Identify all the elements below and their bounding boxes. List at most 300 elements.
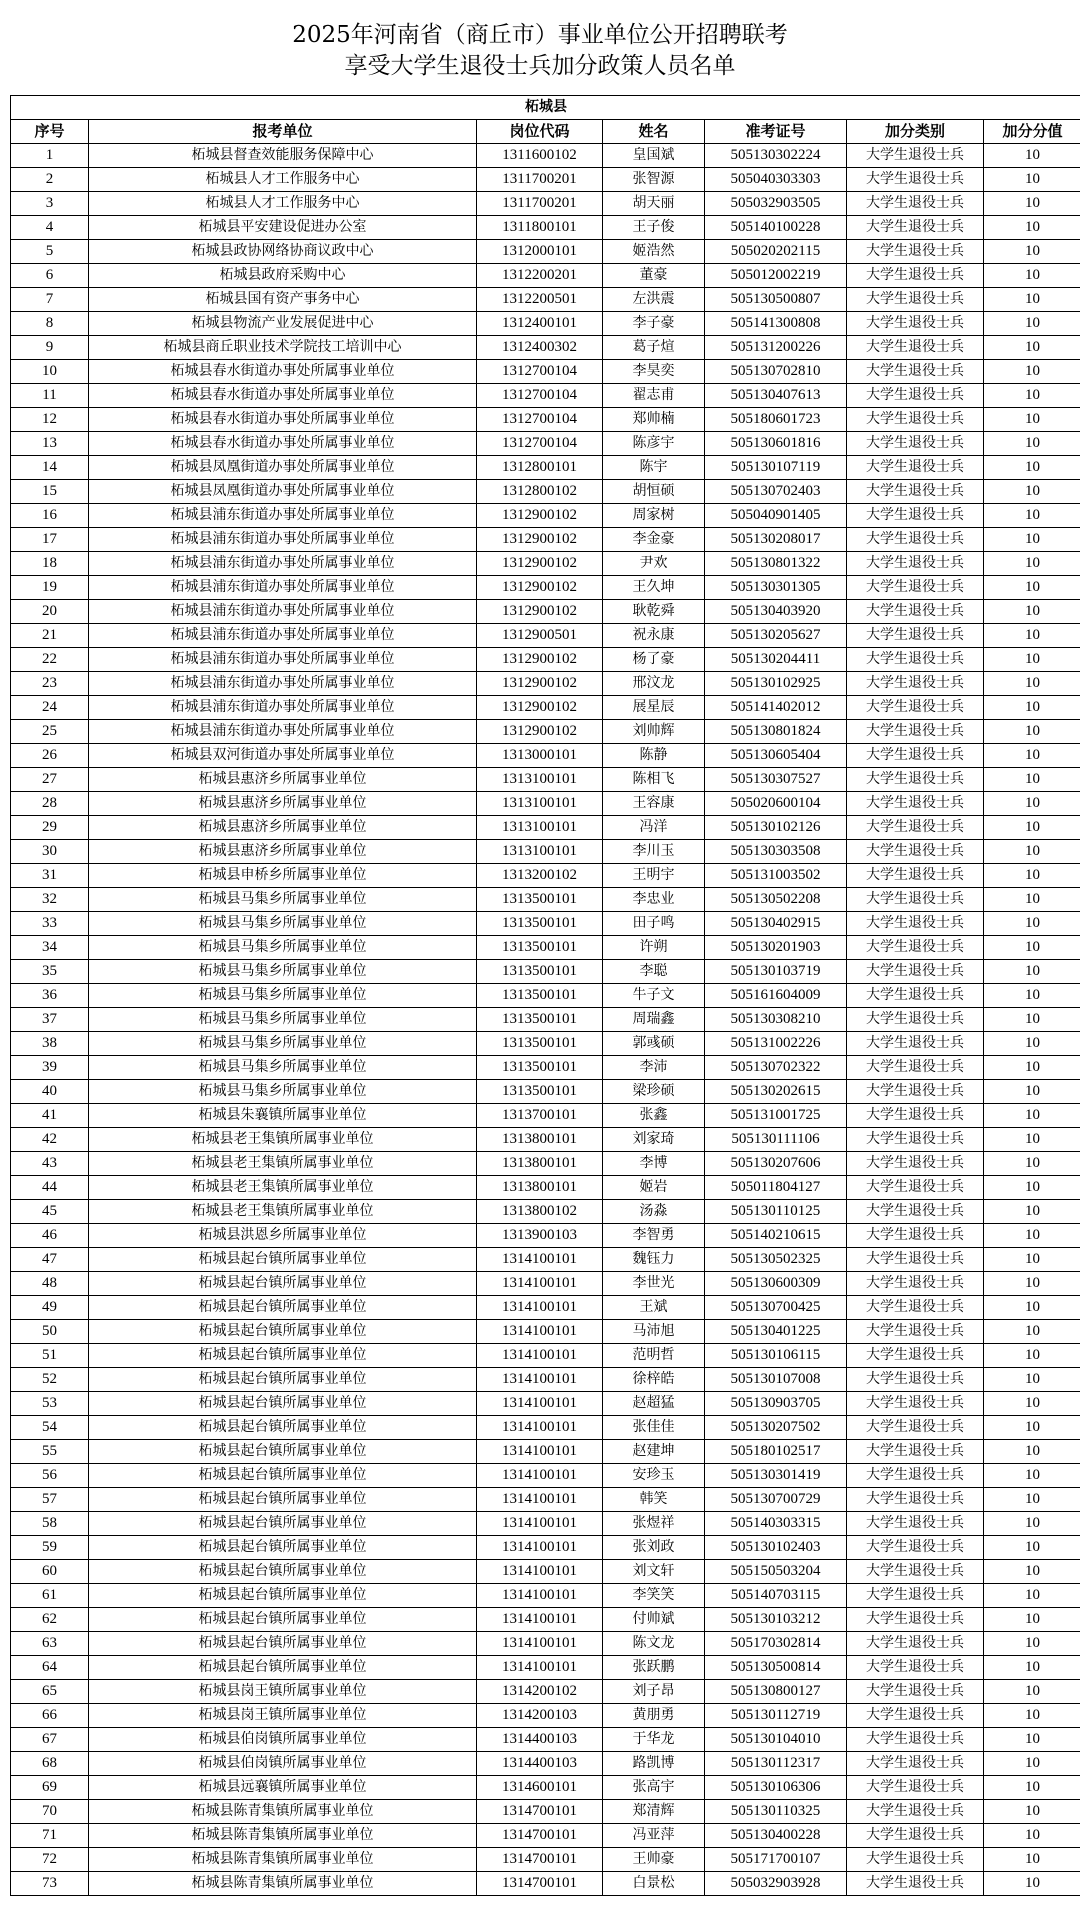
cell-seq: 28 <box>11 792 89 816</box>
cell-bonus-type: 大学生退役士兵 <box>847 1464 984 1488</box>
cell-bonus-value: 10 <box>984 288 1080 312</box>
cell-ticket-no: 505130407613 <box>705 384 847 408</box>
cell-bonus-value: 10 <box>984 1368 1080 1392</box>
cell-seq: 52 <box>11 1368 89 1392</box>
cell-post-code: 1314100101 <box>477 1488 603 1512</box>
cell-ticket-no: 505131001725 <box>705 1104 847 1128</box>
cell-post-code: 1314100101 <box>477 1320 603 1344</box>
cell-bonus-type: 大学生退役士兵 <box>847 1632 984 1656</box>
table-row <box>11 1248 1080 1272</box>
cell-post-code: 1313500101 <box>477 1080 603 1104</box>
cell-bonus-value: 10 <box>984 1608 1080 1632</box>
cell-bonus-type: 大学生退役士兵 <box>847 792 984 816</box>
header-ticket-no: 准考证号 <box>705 120 847 144</box>
cell-seq: 9 <box>11 336 89 360</box>
cell-bonus-value: 10 <box>984 840 1080 864</box>
cell-ticket-no: 505170302814 <box>705 1632 847 1656</box>
cell-name: 张鑫 <box>603 1104 705 1128</box>
cell-bonus-type: 大学生退役士兵 <box>847 1512 984 1536</box>
cell-bonus-type: 大学生退役士兵 <box>847 960 984 984</box>
cell-name: 徐梓皓 <box>603 1368 705 1392</box>
cell-bonus-type: 大学生退役士兵 <box>847 1488 984 1512</box>
cell-bonus-value: 10 <box>984 1656 1080 1680</box>
cell-post-code: 1313800101 <box>477 1128 603 1152</box>
cell-ticket-no: 505140210615 <box>705 1224 847 1248</box>
cell-post-code: 1312700104 <box>477 408 603 432</box>
cell-name: 周家树 <box>603 504 705 528</box>
cell-ticket-no: 505032903928 <box>705 1872 847 1896</box>
cell-seq: 47 <box>11 1248 89 1272</box>
cell-seq: 21 <box>11 624 89 648</box>
cell-name: 于华龙 <box>603 1728 705 1752</box>
table-row <box>11 1800 1080 1824</box>
table-row <box>11 1488 1080 1512</box>
cell-bonus-value: 10 <box>984 1752 1080 1776</box>
cell-post-code: 1312200501 <box>477 288 603 312</box>
cell-name: 梁珍硕 <box>603 1080 705 1104</box>
cell-unit: 柘城县马集乡所属事业单位 <box>89 1008 477 1032</box>
cell-ticket-no: 505140100228 <box>705 216 847 240</box>
cell-post-code: 1314100101 <box>477 1608 603 1632</box>
cell-seq: 58 <box>11 1512 89 1536</box>
cell-bonus-type: 大学生退役士兵 <box>847 840 984 864</box>
cell-seq: 1 <box>11 144 89 168</box>
cell-unit: 柘城县浦东街道办事处所属事业单位 <box>89 528 477 552</box>
cell-bonus-value: 10 <box>984 1128 1080 1152</box>
cell-unit: 柘城县起台镇所属事业单位 <box>89 1320 477 1344</box>
cell-seq: 40 <box>11 1080 89 1104</box>
cell-name: 张佳佳 <box>603 1416 705 1440</box>
cell-bonus-type: 大学生退役士兵 <box>847 1776 984 1800</box>
cell-name: 耿乾舜 <box>603 600 705 624</box>
cell-post-code: 1312000101 <box>477 240 603 264</box>
cell-name: 韩笑 <box>603 1488 705 1512</box>
cell-bonus-type: 大学生退役士兵 <box>847 1368 984 1392</box>
table-row <box>11 960 1080 984</box>
cell-bonus-type: 大学生退役士兵 <box>847 384 984 408</box>
cell-bonus-value: 10 <box>984 672 1080 696</box>
cell-unit: 柘城县陈青集镇所属事业单位 <box>89 1848 477 1872</box>
cell-bonus-type: 大学生退役士兵 <box>847 1200 984 1224</box>
cell-bonus-value: 10 <box>984 456 1080 480</box>
cell-ticket-no: 505130301419 <box>705 1464 847 1488</box>
cell-seq: 35 <box>11 960 89 984</box>
cell-post-code: 1314200102 <box>477 1680 603 1704</box>
cell-seq: 39 <box>11 1056 89 1080</box>
title-line-2: 享受大学生退役士兵加分政策人员名单 <box>344 53 736 79</box>
cell-post-code: 1314100101 <box>477 1440 603 1464</box>
table-row <box>11 1224 1080 1248</box>
cell-unit: 柘城县起台镇所属事业单位 <box>89 1488 477 1512</box>
cell-unit: 柘城县起台镇所属事业单位 <box>89 1368 477 1392</box>
cell-unit: 柘城县朱襄镇所属事业单位 <box>89 1104 477 1128</box>
cell-seq: 68 <box>11 1752 89 1776</box>
cell-post-code: 1312800102 <box>477 480 603 504</box>
cell-seq: 31 <box>11 864 89 888</box>
cell-ticket-no: 505130207606 <box>705 1152 847 1176</box>
cell-bonus-type: 大学生退役士兵 <box>847 1248 984 1272</box>
cell-bonus-value: 10 <box>984 504 1080 528</box>
cell-name: 冯洋 <box>603 816 705 840</box>
cell-bonus-value: 10 <box>984 888 1080 912</box>
cell-post-code: 1313900103 <box>477 1224 603 1248</box>
cell-bonus-value: 10 <box>984 1848 1080 1872</box>
cell-unit: 柘城县凤凰街道办事处所属事业单位 <box>89 480 477 504</box>
cell-seq: 61 <box>11 1584 89 1608</box>
cell-name: 赵建坤 <box>603 1440 705 1464</box>
cell-seq: 18 <box>11 552 89 576</box>
cell-unit: 柘城县起台镇所属事业单位 <box>89 1560 477 1584</box>
table-row <box>11 1872 1080 1896</box>
cell-ticket-no: 505131002226 <box>705 1032 847 1056</box>
table-row <box>11 720 1080 744</box>
cell-post-code: 1313500101 <box>477 1032 603 1056</box>
cell-name: 翟志甫 <box>603 384 705 408</box>
cell-bonus-type: 大学生退役士兵 <box>847 1344 984 1368</box>
cell-name: 姬岩 <box>603 1176 705 1200</box>
cell-name: 王明宇 <box>603 864 705 888</box>
cell-name: 刘子昂 <box>603 1680 705 1704</box>
cell-seq: 48 <box>11 1272 89 1296</box>
cell-post-code: 1313500101 <box>477 1056 603 1080</box>
cell-ticket-no: 505130110325 <box>705 1800 847 1824</box>
table-row <box>11 1128 1080 1152</box>
cell-post-code: 1312900102 <box>477 504 603 528</box>
cell-unit: 柘城县马集乡所属事业单位 <box>89 960 477 984</box>
cell-unit: 柘城县物流产业发展促进中心 <box>89 312 477 336</box>
cell-ticket-no: 505180601723 <box>705 408 847 432</box>
cell-name: 李聪 <box>603 960 705 984</box>
cell-bonus-type: 大学生退役士兵 <box>847 1152 984 1176</box>
cell-post-code: 1312700104 <box>477 384 603 408</box>
cell-bonus-type: 大学生退役士兵 <box>847 600 984 624</box>
cell-ticket-no: 505130204411 <box>705 648 847 672</box>
cell-bonus-type: 大学生退役士兵 <box>847 264 984 288</box>
cell-bonus-value: 10 <box>984 1584 1080 1608</box>
table-row <box>11 264 1080 288</box>
cell-seq: 17 <box>11 528 89 552</box>
cell-bonus-value: 10 <box>984 360 1080 384</box>
cell-post-code: 1312900102 <box>477 576 603 600</box>
cell-seq: 22 <box>11 648 89 672</box>
cell-bonus-type: 大学生退役士兵 <box>847 1056 984 1080</box>
cell-post-code: 1314100101 <box>477 1296 603 1320</box>
cell-bonus-value: 10 <box>984 432 1080 456</box>
cell-seq: 64 <box>11 1656 89 1680</box>
cell-bonus-value: 10 <box>984 1440 1080 1464</box>
cell-bonus-type: 大学生退役士兵 <box>847 1584 984 1608</box>
table-row <box>11 432 1080 456</box>
cell-unit: 柘城县国有资产事务中心 <box>89 288 477 312</box>
table-row <box>11 576 1080 600</box>
cell-name: 张煜祥 <box>603 1512 705 1536</box>
cell-unit: 柘城县陈青集镇所属事业单位 <box>89 1824 477 1848</box>
cell-ticket-no: 505130308210 <box>705 1008 847 1032</box>
cell-ticket-no: 505130502325 <box>705 1248 847 1272</box>
cell-post-code: 1313500101 <box>477 960 603 984</box>
cell-name: 皇国斌 <box>603 144 705 168</box>
cell-post-code: 1312400101 <box>477 312 603 336</box>
cell-ticket-no: 505011804127 <box>705 1176 847 1200</box>
cell-name: 李子豪 <box>603 312 705 336</box>
cell-name: 许朔 <box>603 936 705 960</box>
cell-seq: 26 <box>11 744 89 768</box>
cell-bonus-value: 10 <box>984 1248 1080 1272</box>
cell-bonus-value: 10 <box>984 864 1080 888</box>
cell-name: 左洪震 <box>603 288 705 312</box>
cell-unit: 柘城县督查效能服务保障中心 <box>89 144 477 168</box>
cell-post-code: 1311600102 <box>477 144 603 168</box>
table-row <box>11 1176 1080 1200</box>
cell-ticket-no: 505150503204 <box>705 1560 847 1584</box>
cell-post-code: 1312900102 <box>477 528 603 552</box>
cell-post-code: 1314700101 <box>477 1800 603 1824</box>
cell-ticket-no: 505130401225 <box>705 1320 847 1344</box>
cell-ticket-no: 505130307527 <box>705 768 847 792</box>
cell-bonus-value: 10 <box>984 480 1080 504</box>
cell-bonus-value: 10 <box>984 408 1080 432</box>
cell-bonus-value: 10 <box>984 240 1080 264</box>
table-row <box>11 1344 1080 1368</box>
cell-seq: 54 <box>11 1416 89 1440</box>
table-row <box>11 1464 1080 1488</box>
cell-post-code: 1314400103 <box>477 1728 603 1752</box>
cell-post-code: 1314400103 <box>477 1752 603 1776</box>
cell-unit: 柘城县起台镇所属事业单位 <box>89 1440 477 1464</box>
cell-unit: 柘城县凤凰街道办事处所属事业单位 <box>89 456 477 480</box>
header-unit: 报考单位 <box>89 120 477 144</box>
cell-bonus-value: 10 <box>984 1512 1080 1536</box>
cell-name: 尹欢 <box>603 552 705 576</box>
table-row <box>11 552 1080 576</box>
cell-bonus-type: 大学生退役士兵 <box>847 336 984 360</box>
cell-post-code: 1313100101 <box>477 816 603 840</box>
cell-name: 张高宇 <box>603 1776 705 1800</box>
table-row <box>11 1320 1080 1344</box>
cell-ticket-no: 505130801322 <box>705 552 847 576</box>
cell-bonus-type: 大学生退役士兵 <box>847 1416 984 1440</box>
cell-post-code: 1312400302 <box>477 336 603 360</box>
cell-name: 陈宇 <box>603 456 705 480</box>
cell-seq: 12 <box>11 408 89 432</box>
cell-bonus-value: 10 <box>984 1776 1080 1800</box>
cell-seq: 13 <box>11 432 89 456</box>
table-row <box>11 1080 1080 1104</box>
cell-name: 刘文轩 <box>603 1560 705 1584</box>
cell-name: 安珍玉 <box>603 1464 705 1488</box>
cell-name: 路凯博 <box>603 1752 705 1776</box>
cell-bonus-value: 10 <box>984 1872 1080 1896</box>
cell-seq: 4 <box>11 216 89 240</box>
cell-name: 张跃鹏 <box>603 1656 705 1680</box>
cell-unit: 柘城县申桥乡所属事业单位 <box>89 864 477 888</box>
cell-name: 张智源 <box>603 168 705 192</box>
table-row <box>11 936 1080 960</box>
cell-seq: 70 <box>11 1800 89 1824</box>
cell-seq: 45 <box>11 1200 89 1224</box>
table-row <box>11 336 1080 360</box>
cell-bonus-type: 大学生退役士兵 <box>847 192 984 216</box>
cell-post-code: 1313100101 <box>477 768 603 792</box>
cell-ticket-no: 505130302224 <box>705 144 847 168</box>
cell-bonus-type: 大学生退役士兵 <box>847 1272 984 1296</box>
table-row <box>11 1632 1080 1656</box>
cell-name: 张刘政 <box>603 1536 705 1560</box>
cell-name: 杨了豪 <box>603 648 705 672</box>
cell-ticket-no: 505130702322 <box>705 1056 847 1080</box>
cell-bonus-value: 10 <box>984 1536 1080 1560</box>
table-row <box>11 1056 1080 1080</box>
cell-unit: 柘城县马集乡所属事业单位 <box>89 1080 477 1104</box>
cell-name: 黄朋勇 <box>603 1704 705 1728</box>
cell-bonus-value: 10 <box>984 768 1080 792</box>
cell-name: 王子俊 <box>603 216 705 240</box>
cell-bonus-value: 10 <box>984 1320 1080 1344</box>
cell-bonus-type: 大学生退役士兵 <box>847 720 984 744</box>
cell-name: 郭彧硕 <box>603 1032 705 1056</box>
cell-post-code: 1312800101 <box>477 456 603 480</box>
cell-ticket-no: 505130106306 <box>705 1776 847 1800</box>
table-row <box>11 312 1080 336</box>
cell-seq: 56 <box>11 1464 89 1488</box>
table-row <box>11 1824 1080 1848</box>
cell-bonus-type: 大学生退役士兵 <box>847 984 984 1008</box>
cell-ticket-no: 505130112317 <box>705 1752 847 1776</box>
cell-seq: 30 <box>11 840 89 864</box>
cell-bonus-value: 10 <box>984 576 1080 600</box>
cell-bonus-value: 10 <box>984 600 1080 624</box>
cell-bonus-type: 大学生退役士兵 <box>847 1824 984 1848</box>
cell-bonus-value: 10 <box>984 1296 1080 1320</box>
cell-bonus-value: 10 <box>984 1344 1080 1368</box>
cell-ticket-no: 505130800127 <box>705 1680 847 1704</box>
cell-bonus-type: 大学生退役士兵 <box>847 1440 984 1464</box>
cell-unit: 柘城县起台镇所属事业单位 <box>89 1632 477 1656</box>
cell-unit: 柘城县岗王镇所属事业单位 <box>89 1704 477 1728</box>
cell-post-code: 1314100101 <box>477 1584 603 1608</box>
cell-unit: 柘城县浦东街道办事处所属事业单位 <box>89 600 477 624</box>
cell-bonus-value: 10 <box>984 528 1080 552</box>
cell-bonus-type: 大学生退役士兵 <box>847 408 984 432</box>
cell-unit: 柘城县政府采购中心 <box>89 264 477 288</box>
cell-bonus-type: 大学生退役士兵 <box>847 624 984 648</box>
header-bonus-value: 加分分值 <box>984 120 1080 144</box>
cell-bonus-value: 10 <box>984 1560 1080 1584</box>
cell-bonus-value: 10 <box>984 1704 1080 1728</box>
cell-unit: 柘城县起台镇所属事业单位 <box>89 1416 477 1440</box>
cell-post-code: 1313500101 <box>477 888 603 912</box>
cell-seq: 8 <box>11 312 89 336</box>
cell-unit: 柘城县陈青集镇所属事业单位 <box>89 1872 477 1896</box>
cell-bonus-value: 10 <box>984 1224 1080 1248</box>
cell-bonus-type: 大学生退役士兵 <box>847 576 984 600</box>
cell-seq: 63 <box>11 1632 89 1656</box>
table-row <box>11 144 1080 168</box>
cell-seq: 15 <box>11 480 89 504</box>
header-seq: 序号 <box>11 120 89 144</box>
cell-post-code: 1313200102 <box>477 864 603 888</box>
cell-name: 田子鸣 <box>603 912 705 936</box>
cell-post-code: 1313700101 <box>477 1104 603 1128</box>
cell-name: 付帅斌 <box>603 1608 705 1632</box>
cell-seq: 32 <box>11 888 89 912</box>
cell-seq: 33 <box>11 912 89 936</box>
cell-seq: 57 <box>11 1488 89 1512</box>
table-row <box>11 1104 1080 1128</box>
cell-bonus-value: 10 <box>984 984 1080 1008</box>
cell-post-code: 1313800101 <box>477 1152 603 1176</box>
cell-ticket-no: 505130400228 <box>705 1824 847 1848</box>
table-row <box>11 1416 1080 1440</box>
cell-ticket-no: 505130102925 <box>705 672 847 696</box>
cell-bonus-value: 10 <box>984 624 1080 648</box>
cell-post-code: 1312900501 <box>477 624 603 648</box>
cell-bonus-type: 大学生退役士兵 <box>847 1296 984 1320</box>
cell-bonus-type: 大学生退役士兵 <box>847 456 984 480</box>
cell-seq: 59 <box>11 1536 89 1560</box>
cell-post-code: 1313500101 <box>477 936 603 960</box>
cell-post-code: 1314100101 <box>477 1248 603 1272</box>
cell-bonus-value: 10 <box>984 696 1080 720</box>
cell-post-code: 1314100101 <box>477 1656 603 1680</box>
cell-ticket-no: 505130402915 <box>705 912 847 936</box>
cell-unit: 柘城县起台镇所属事业单位 <box>89 1464 477 1488</box>
table-row <box>11 1296 1080 1320</box>
cell-name: 魏钰力 <box>603 1248 705 1272</box>
cell-seq: 49 <box>11 1296 89 1320</box>
cell-ticket-no: 505130201903 <box>705 936 847 960</box>
cell-bonus-type: 大学生退役士兵 <box>847 1104 984 1128</box>
table-row <box>11 1008 1080 1032</box>
table-row <box>11 1752 1080 1776</box>
cell-unit: 柘城县人才工作服务中心 <box>89 192 477 216</box>
cell-ticket-no: 505130102403 <box>705 1536 847 1560</box>
cell-unit: 柘城县政协网络协商议政中心 <box>89 240 477 264</box>
cell-bonus-type: 大学生退役士兵 <box>847 696 984 720</box>
table-row <box>11 168 1080 192</box>
cell-bonus-type: 大学生退役士兵 <box>847 1656 984 1680</box>
cell-post-code: 1312200201 <box>477 264 603 288</box>
cell-ticket-no: 505141402012 <box>705 696 847 720</box>
cell-unit: 柘城县双河街道办事处所属事业单位 <box>89 744 477 768</box>
cell-name: 刘家琦 <box>603 1128 705 1152</box>
cell-name: 范明哲 <box>603 1344 705 1368</box>
cell-bonus-value: 10 <box>984 1176 1080 1200</box>
cell-seq: 23 <box>11 672 89 696</box>
cell-post-code: 1314200103 <box>477 1704 603 1728</box>
cell-seq: 62 <box>11 1608 89 1632</box>
table-row <box>11 1584 1080 1608</box>
table-row <box>11 864 1080 888</box>
table-row <box>11 1272 1080 1296</box>
cell-name: 马沛旭 <box>603 1320 705 1344</box>
cell-ticket-no: 505131200226 <box>705 336 847 360</box>
cell-post-code: 1311700201 <box>477 192 603 216</box>
cell-unit: 柘城县浦东街道办事处所属事业单位 <box>89 624 477 648</box>
cell-unit: 柘城县商丘职业技术学院技工培训中心 <box>89 336 477 360</box>
table-row <box>11 1512 1080 1536</box>
cell-ticket-no: 505130104010 <box>705 1728 847 1752</box>
cell-name: 王久坤 <box>603 576 705 600</box>
cell-ticket-no: 505171700107 <box>705 1848 847 1872</box>
header-name: 姓名 <box>603 120 705 144</box>
cell-bonus-value: 10 <box>984 336 1080 360</box>
cell-name: 李世光 <box>603 1272 705 1296</box>
cell-seq: 5 <box>11 240 89 264</box>
cell-name: 李智勇 <box>603 1224 705 1248</box>
cell-post-code: 1313500101 <box>477 1008 603 1032</box>
cell-ticket-no: 505130403920 <box>705 600 847 624</box>
